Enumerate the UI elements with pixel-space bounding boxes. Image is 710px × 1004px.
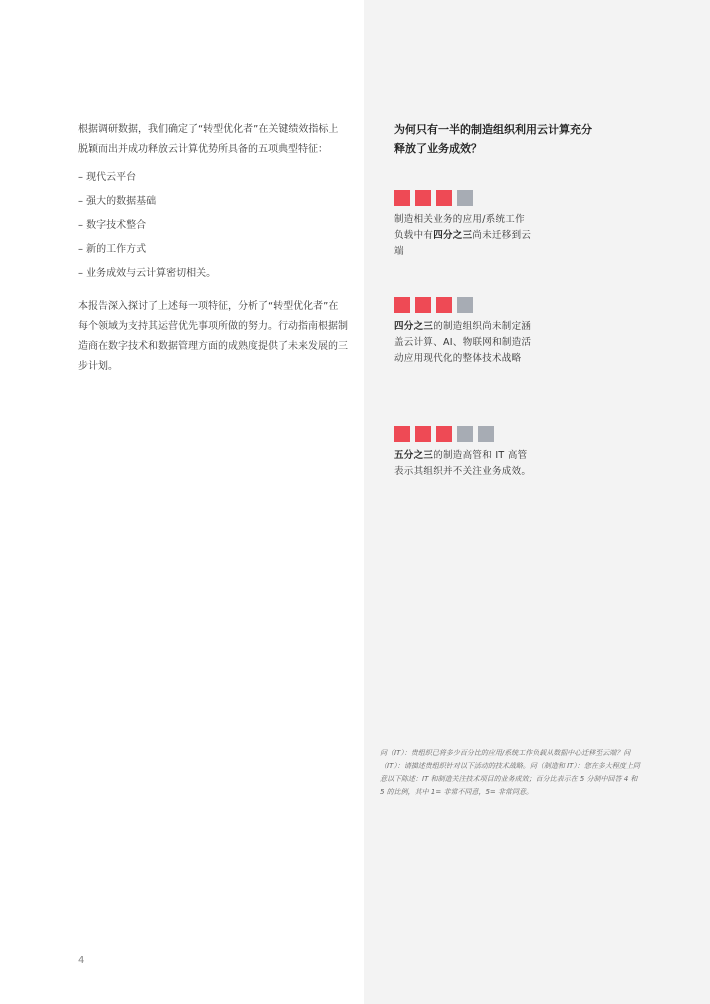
ratio-squares bbox=[394, 190, 534, 206]
sidebar-header bbox=[394, 120, 654, 158]
stat-block-outcomes bbox=[394, 426, 534, 480]
filled-square bbox=[436, 297, 452, 313]
empty-square bbox=[457, 426, 473, 442]
ratio-squares bbox=[394, 426, 534, 442]
footnote: 问（IT）：贵组织已将多少百分比的应用/系统工作负载从数据中心迁移至云端？问（IT）：请描述贵组织针对以下活动的技术战略。问（制造和 IT）：您在多大程度上同意以下陈述：IT 和制造关注技术项目的业务成效；百分比表示在 5 分制中回答 4 和 5 的比例，其中 1= 非常不同意，5= 非常同意。 bbox=[380, 749, 640, 796]
filled-square bbox=[394, 297, 410, 313]
list-item: – 业务成效与云计算密切相关。 bbox=[78, 268, 217, 279]
stat-block-strategy bbox=[394, 297, 534, 367]
ratio-squares bbox=[394, 297, 534, 313]
stat-text-post: 的制造组织尚未制定涵盖云计算、AI、物联网和制造活动应用现代化的整体技术战略 bbox=[394, 321, 532, 364]
traits-list bbox=[78, 166, 348, 286]
stat-text bbox=[394, 319, 534, 367]
stat-text-post: 尚未迁移到云端 bbox=[394, 230, 532, 257]
filled-square bbox=[415, 297, 431, 313]
list-item: – 新的工作方式 bbox=[78, 244, 147, 255]
stat-text-pre: 制造相关业务的应用/系统工作负载中有 bbox=[394, 214, 525, 241]
filled-square bbox=[394, 190, 410, 206]
intro-paragraph: 根据调研数据，我们确定了“转型优化者”在关键绩效指标上脱颖而出并成功释放云计算优势所具备的五项典型特征： bbox=[78, 124, 339, 155]
filled-square bbox=[436, 426, 452, 442]
filled-square bbox=[415, 190, 431, 206]
filled-square bbox=[436, 190, 452, 206]
sidebar-title: 为何只有一半的制造组织利用云计算充分释放了业务成效？ bbox=[394, 123, 592, 155]
list-item: – 强大的数据基础 bbox=[78, 196, 157, 207]
stat-highlight: 五分之三 bbox=[394, 450, 434, 461]
stat-highlight: 四分之三 bbox=[394, 321, 434, 332]
empty-square bbox=[457, 190, 473, 206]
stat-highlight: 四分之三 bbox=[433, 230, 473, 241]
filled-square bbox=[394, 426, 410, 442]
list-item: – 数字技术整合 bbox=[78, 220, 147, 231]
filled-square bbox=[415, 426, 431, 442]
stat-text bbox=[394, 212, 534, 260]
empty-square bbox=[457, 297, 473, 313]
stat-block-workloads bbox=[394, 190, 534, 260]
body-paragraph: 本报告深入探讨了上述每一项特征，分析了“转型优化者”在每个领域为支持其运营优先事项所做的努力。行动指南根据制造商在数字技术和数据管理方面的成熟度提供了未来发展的三步计划。 bbox=[78, 301, 348, 372]
stat-text bbox=[394, 448, 534, 480]
list-item: – 现代云平台 bbox=[78, 172, 137, 183]
page-number: 4 bbox=[78, 955, 85, 966]
empty-square bbox=[478, 426, 494, 442]
main-column bbox=[78, 120, 348, 377]
stat-text-post: 的制造高管和 IT 高管表示其组织并不关注业务成效。 bbox=[394, 450, 532, 477]
